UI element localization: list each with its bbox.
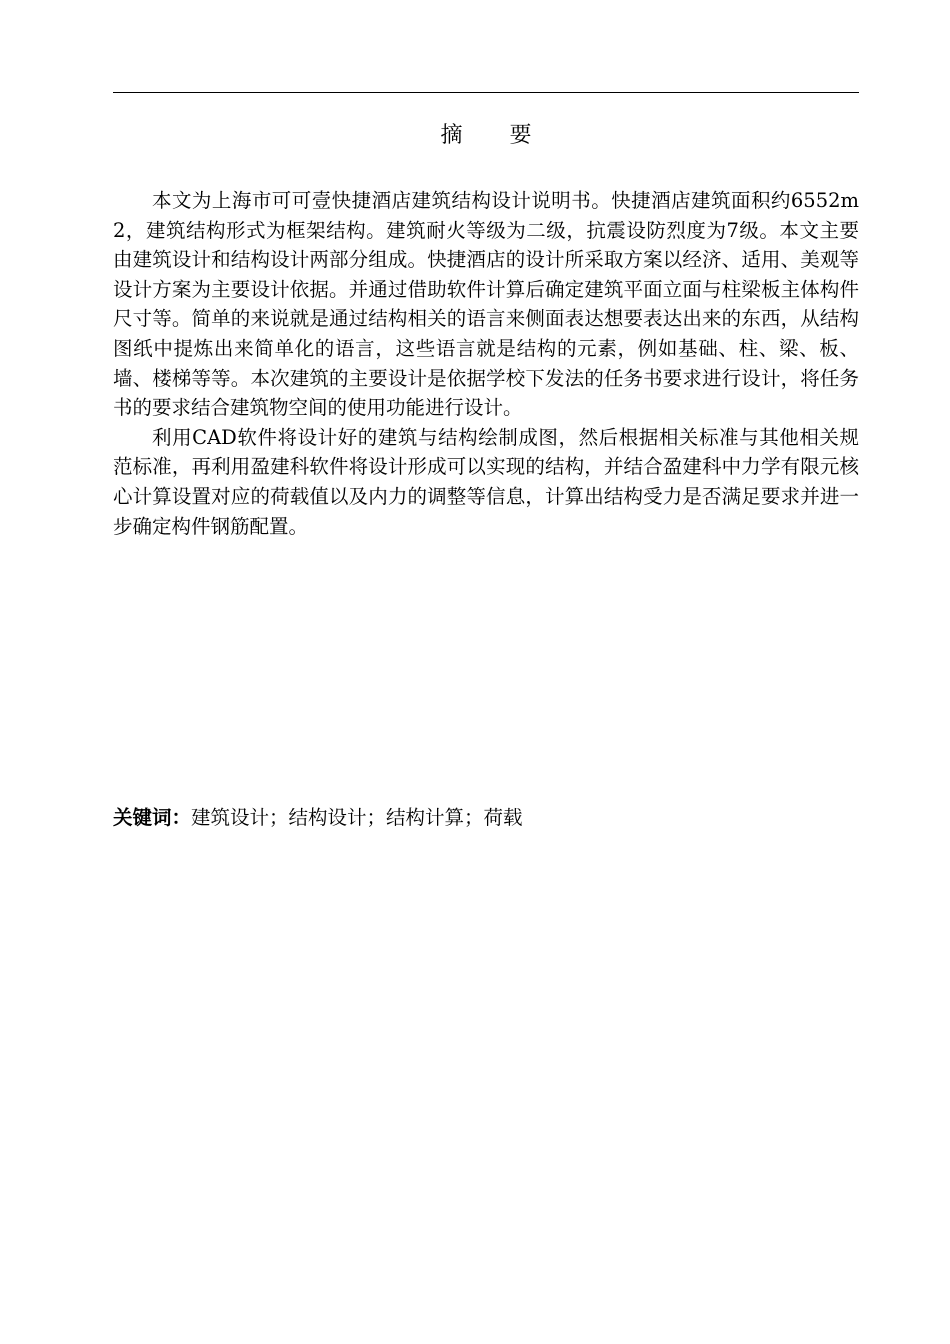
keywords-line <box>113 803 859 833</box>
abstract-title: 摘 要 <box>440 123 552 148</box>
keywords-label: 关键词： <box>113 806 192 829</box>
abstract-paragraph-1: 本文为上海市可可壹快捷酒店建筑结构设计说明书。快捷酒店建筑面积约6552m2，建筑结构形式为框架结构。建筑耐火等级为二级，抗震设防烈度为7级。本文主要由建筑设计和结构设计两部分组成。快捷酒店的设计所采取方案以经济、适用、美观等设计方案为主要设计依据。并通过借助软件计算后确定建筑平面立面与柱梁板主体构件尺寸等。简单的来说就是通过结构相关的语言来侧面表达想要表达出来的东西，从结构图纸中提炼出来简单化的语言，这些语言就是结构的元素，例如基础、柱、梁、板、墙、楼梯等等。本次建筑的主要设计是依据学校下发法的任务书要求进行设计，将任务书的要求结合建筑物空间的使用功能进行设计。 <box>113 189 859 420</box>
keywords-list: 建筑设计；结构设计；结构计算；荷载 <box>191 806 523 829</box>
abstract-body <box>113 186 859 541</box>
abstract-paragraph-2: 利用CAD软件将设计好的建筑与结构绘制成图，然后根据相关标准与其他相关规范标准，再利用盈建科软件将设计形成可以实现的结构，并结合盈建科中力学有限元核心计算设置对应的荷载值以及内力的调整等信息，计算出结构受力是否满足要求并进一步确定构件钢筋配置。 <box>113 425 859 538</box>
header-rule <box>113 92 859 93</box>
